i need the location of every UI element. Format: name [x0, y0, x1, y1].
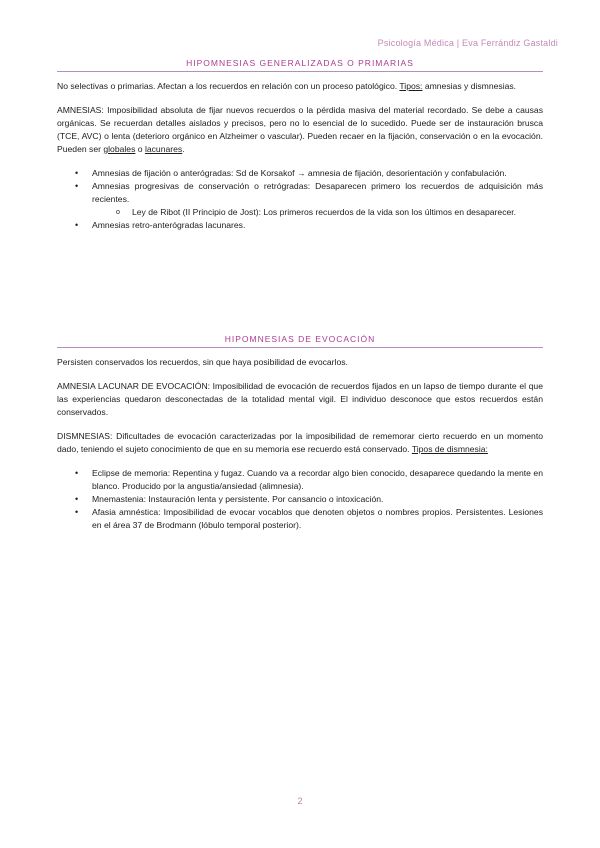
dismnesias-label: DISMNESIAS: — [57, 431, 113, 441]
page-header: Psicología Médica | Eva Ferrándiz Gastaldi — [377, 38, 558, 48]
section-intro — [57, 80, 543, 93]
lacunar-text: Imposibilidad de evocación de recuerdos fijados en un lapso de tiempo durante el que las experiencias quedaron desconectadas de la totalidad mental vigil. El individuo desconoce que estos recuerdos están conservados. — [57, 381, 543, 417]
list-item: • Amnesias progresivas de conservación o retrógradas: Desaparecen primero los recuerdos de adquisición más recientes. — [75, 181, 543, 204]
lacunar-amnesia-paragraph — [57, 380, 543, 419]
list-item: • Afasia amnéstica: Imposibilidad de evocar vocablos que denoten objetos o nombres propios. Persistentes. Lesiones en el área 37 de Brodmann (lóbulo temporal posterior). — [75, 507, 543, 530]
intro-types-label: Tipos: — [399, 81, 423, 91]
section-evocation-hypomnesias — [57, 334, 543, 532]
lacunar-label: AMNESIA LACUNAR DE EVOCACIÓN: — [57, 381, 211, 391]
section-generalized-hypomnesias — [57, 58, 543, 232]
list-item: • Amnesias retro-anterógradas lacunares. — [75, 220, 246, 230]
sub-list-item: o Ley de Ribot (II Principio de Jost): Los primeros recuerdos de la vida son los últimos en desaparecer. — [116, 207, 517, 217]
amnesias-label: AMNESIAS: — [57, 105, 104, 115]
list-item: • Amnesias de fijación o anterógradas: Sd de Korsakof → amnesia de fijación, desorientación y confabulación. — [75, 168, 507, 178]
amnesias-paragraph: AMNESIAS: Imposibilidad absoluta de fijar nuevos recuerdos o la pérdida masiva del material recordado. Se debe a causas orgánicas. Se recuerdan detalles aislados y precisos, pero no lo esencial de lo sucedido. Puede ser de instauración brusca (TCE, AVC) o lenta (deterioro orgánico en Alzheimer o vascular). Pueden recaer en la fijación, conservación o en la evocación. Pueden ser globales o lacunares. — [57, 105, 544, 154]
conjunction-o: o — [137, 144, 143, 154]
page-number: 2 — [297, 796, 303, 806]
intro-text: No selectivas o primarias. Afectan a los recuerdos en relación con un proceso patológico. — [57, 81, 398, 91]
section-title: HIPOMNESIAS DE EVOCACIÓN — [57, 334, 543, 348]
lacunares-link: lacunares — [144, 144, 183, 154]
section-intro: Persisten conservados los recuerdos, sin que haya posibilidad de evocarlos. — [57, 357, 348, 367]
dismnesias-text: Dificultades de evocación caracterizadas por la imposibilidad de rememorar cierto recuerdo en un momento dado, teniendo el sujeto conocimiento de que en su memoria ese recuerdo está conservado. — [57, 431, 543, 454]
globales-link: globales — [103, 144, 136, 154]
dismnesias-types: Tipos de dismnesia: — [411, 444, 488, 454]
section-title: HIPOMNESIAS GENERALIZADAS O PRIMARIAS — [57, 58, 543, 72]
amnesias-bullet-list — [57, 167, 543, 232]
dismnesias-bullet-list — [57, 467, 543, 532]
dismnesias-paragraph — [57, 430, 543, 456]
list-item: • Eclipse de memoria: Repentina y fugaz. Cuando va a recordar algo bien conocido, desaparece quedando la mente en blanco. Producido por la angustia/ansiedad (alimnesia). — [75, 468, 543, 491]
amnesias-text: Imposibilidad absoluta de fijar nuevos recuerdos o la pérdida masiva del material recordado. Se debe a causas orgánicas. Se recuerdan detalles aislados y precisos, pero no lo esencial de lo sucedido. Puede ser de instauración brusca (TCE, AVC) o lenta (deterioro orgánico en Alzheimer o vascular). Pueden recaer en la fijación, conservación o en la evocación. Pueden ser — [57, 105, 544, 154]
list-item: • Mnemastenia: Instauración lenta y persistente. Por cansancio o intoxicación. — [75, 494, 384, 504]
intro-types: amnesias y dismnesias. — [424, 81, 517, 91]
